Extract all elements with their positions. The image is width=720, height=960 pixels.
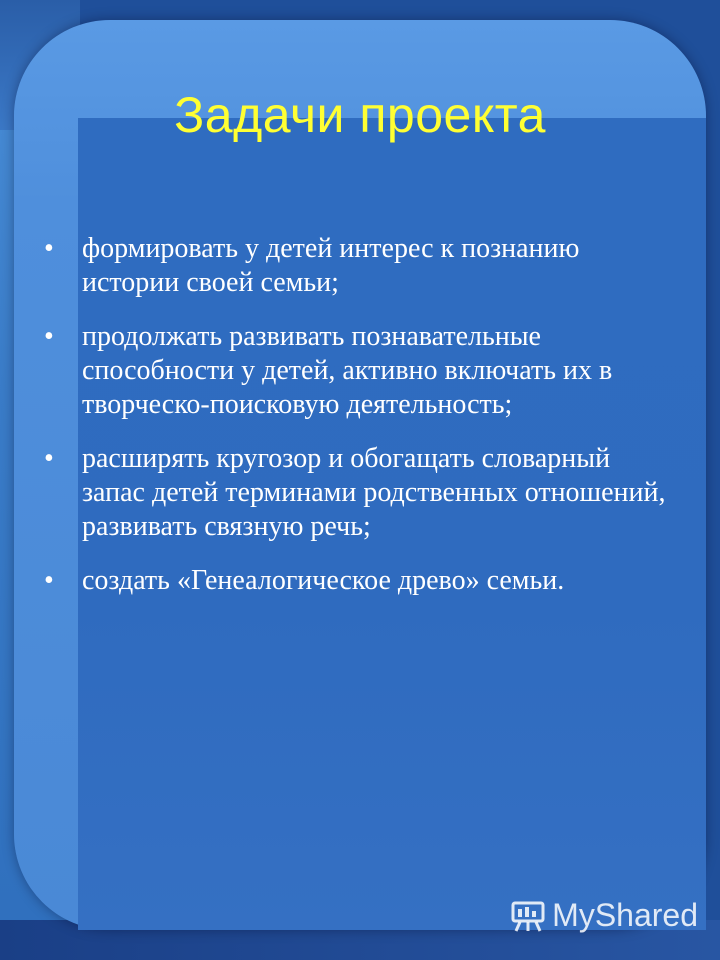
presentation-board-icon <box>510 898 546 934</box>
watermark-text: MyShared <box>552 897 698 933</box>
bullet-text: расширять кругозор и обогащать словарный запас детей терминами родственных отношений, развивать связную речь; <box>82 443 666 542</box>
bullet-text: формировать у детей интерес к познанию истории своей семьи; <box>82 233 580 298</box>
bullet-dot: • <box>44 233 54 264</box>
bullet-dot: • <box>44 443 54 474</box>
slide-title: Задачи проекта <box>174 87 546 143</box>
bullet-dot: • <box>44 321 54 352</box>
bullet-text: создать «Генеалогическое древо» семьи. <box>82 565 565 596</box>
bullet-list <box>40 232 680 618</box>
list-item <box>40 442 680 544</box>
list-item <box>40 320 680 422</box>
bullet-text: продолжать развивать познавательные способности у детей, активно включать их в творческо-поисковую деятельность; <box>82 321 613 420</box>
list-item <box>40 232 680 300</box>
watermark-logo <box>510 897 698 934</box>
bullet-dot: • <box>44 565 54 596</box>
list-item <box>40 564 680 598</box>
